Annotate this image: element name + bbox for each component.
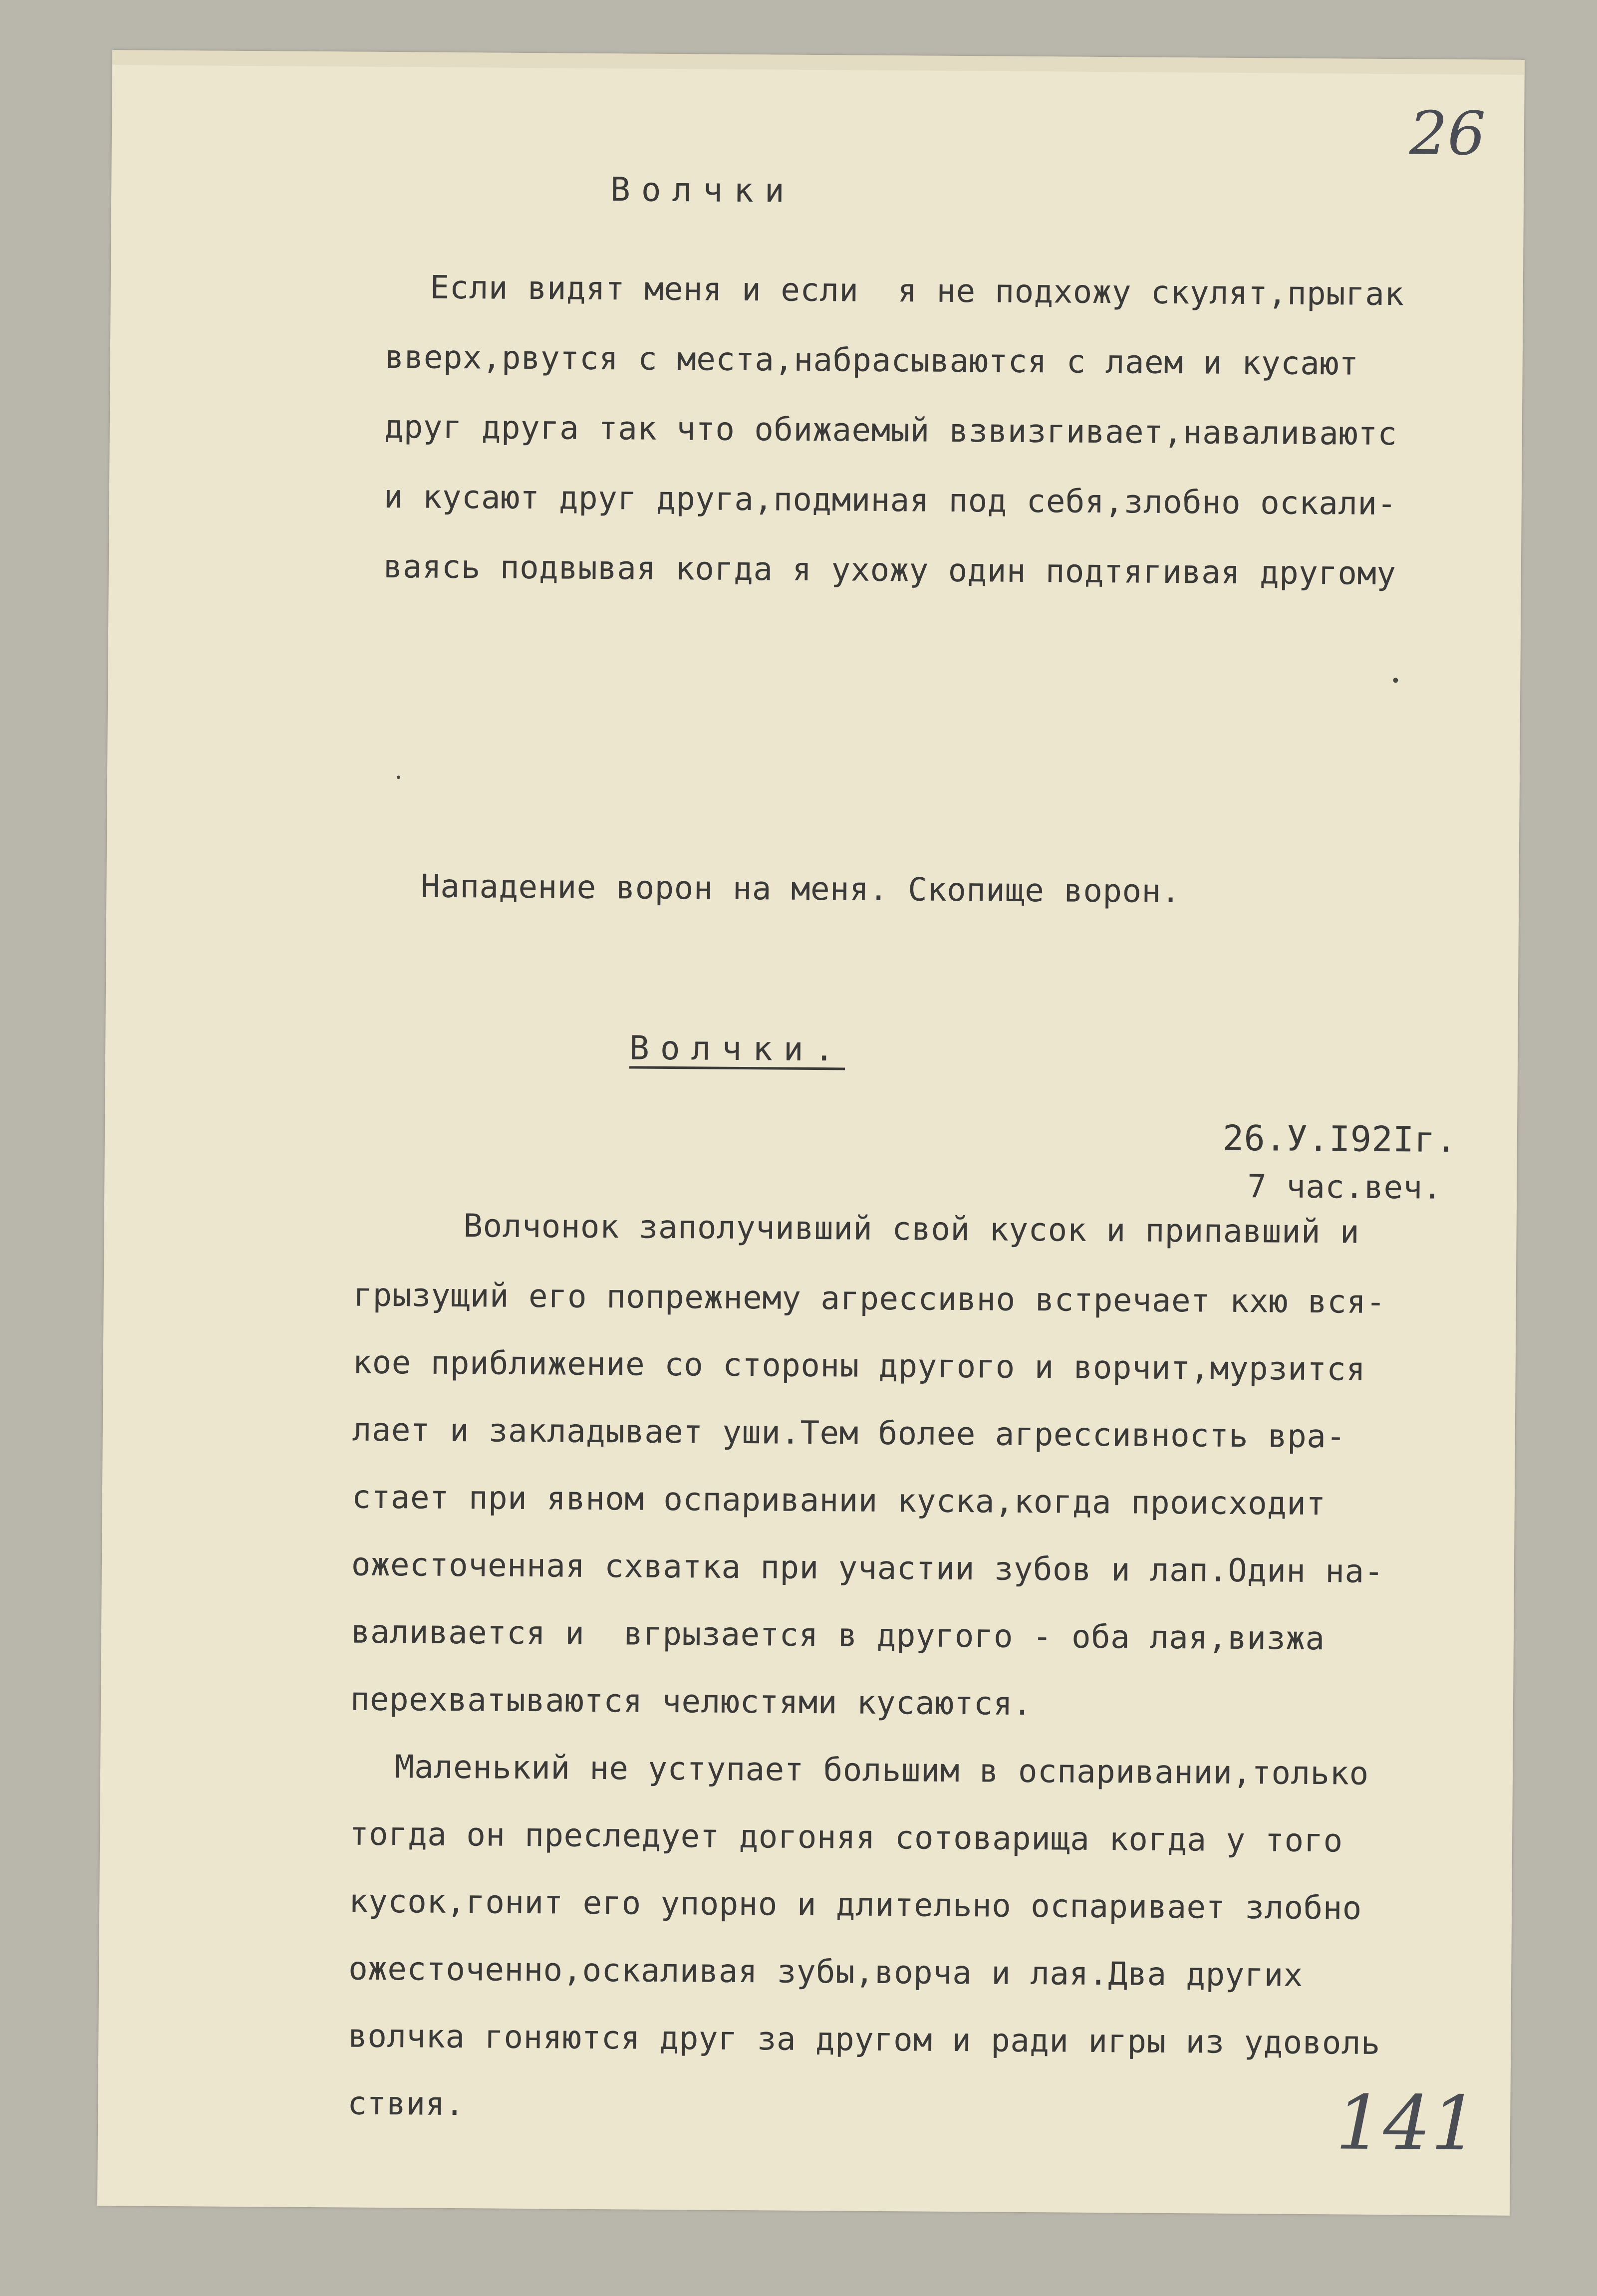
section-2-line-14: ствия. xyxy=(347,2085,465,2123)
section-2-title: Волчки. xyxy=(629,1028,845,1069)
section-1-line-5: ваясь подвывая когда я ухожу один подтягивая другому xyxy=(383,548,1396,593)
date-line-2: 7 час.веч. xyxy=(1247,1168,1442,1207)
section-2-line-9: Маленький не уступает большим в оспаривании,только xyxy=(394,1749,1369,1792)
ink-speck xyxy=(397,775,400,779)
document-page xyxy=(97,50,1525,2216)
section-2-line-4: лает и закладывает уши.Тем более агрессивность вра- xyxy=(352,1411,1346,1456)
section-2-line-1: Волчонок заполучивший свой кусок и припавший и xyxy=(463,1208,1360,1251)
section-1-line-1: Если видят меня и если я не подхожу скулят,прыгак xyxy=(430,269,1404,313)
section-2-line-2: грызущий его попрежнему агрессивно встречает кхю вся- xyxy=(353,1276,1386,1321)
section-1-title: Волчки xyxy=(610,170,796,210)
page-number-bottom: 141 xyxy=(1335,2079,1479,2168)
note-line: Нападение ворон на меня. Скопище ворон. xyxy=(421,868,1181,911)
date-line-1: 26.У.I92Iг. xyxy=(1222,1117,1457,1161)
section-1-line-4: и кусают друг друга,подминая под себя,злобно оскали- xyxy=(383,478,1397,523)
section-2-line-13: волчка гоняются друг за другом и ради игры из удоволь xyxy=(348,2018,1381,2062)
page-number-top: 26 xyxy=(1409,99,1486,169)
section-2-line-7: валивается и вгрызается в другого - оба лая,визжа xyxy=(350,1613,1325,1658)
section-2-line-6: ожесточенная схватка при участии зубов и лап.Один на- xyxy=(351,1546,1384,1591)
section-2-line-5: стает при явном оспаривании куска,когда происходит xyxy=(351,1479,1326,1523)
section-1-line-2: вверх,рвутся с места,набрасываются с лаем и кусают xyxy=(384,338,1359,383)
section-2-line-3: кое приближение со стороны другого и ворчит,мурзится xyxy=(352,1344,1366,1388)
section-1-line-3: друг друга так что обижаемый взвизгивает,наваливаютс xyxy=(384,408,1397,453)
section-2-line-10: тогда он преследует догоняя сотоварища когда у того xyxy=(349,1815,1343,1860)
ink-speck xyxy=(1393,678,1398,683)
section-2-line-8: перехватываются челюстями кусаются. xyxy=(350,1681,1033,1723)
section-2-line-11: кусок,гонит его упорно и длительно оспаривает злобно xyxy=(348,1883,1362,1927)
section-2-line-12: ожесточенно,оскаливая зубы,ворча и лая.Два других xyxy=(348,1950,1304,1994)
